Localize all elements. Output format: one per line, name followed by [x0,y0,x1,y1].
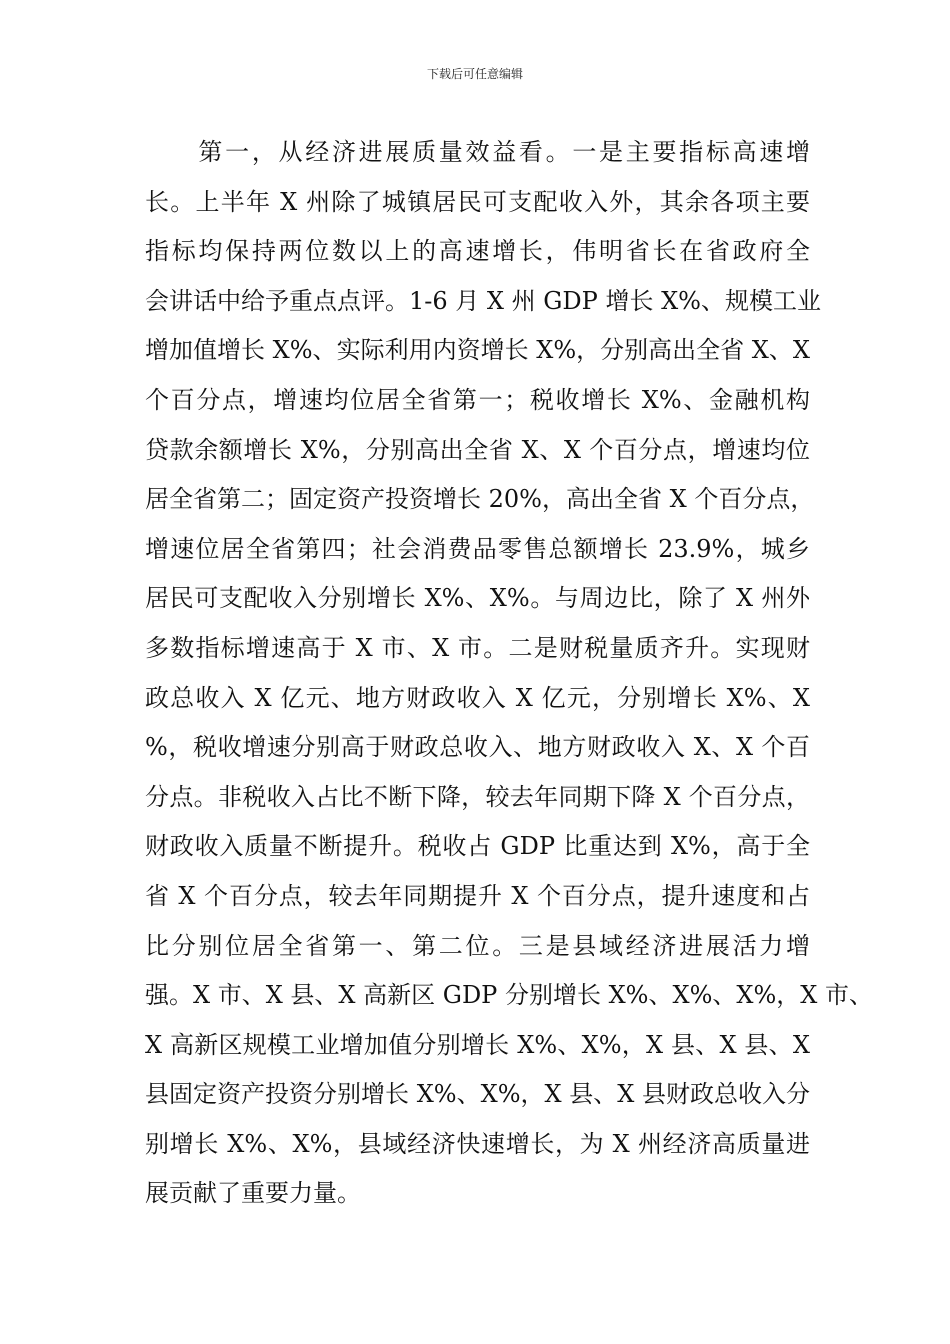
text-line: 比分别位居全省第一、第二位。三是县域经济进展活力增 [145,931,810,960]
text-line: 多数指标增速高于 X 市、X 市。二是财税量质齐升。实现财 [145,633,810,662]
text-line: 省 X 个百分点，较去年同期提升 X 个百分点，提升速度和占 [145,881,810,910]
text-line: 指标均保持两位数以上的高速增长，伟明省长在省政府全 [145,237,810,266]
text-line: 展贡献了重要力量。 [145,1179,361,1208]
text-line: 别增长 X%、X%，县域经济快速增长，为 X 州经济高质量进 [145,1129,810,1158]
text-line: 长。上半年 X 州除了城镇居民可支配收入外，其余各项主要 [145,187,810,216]
header-note: 下载后可任意编辑 [426,67,523,81]
text-line: 会讲话中给予重点点评。1-6 月 X 州 GDP 增长 X%、规模工业 [145,286,821,315]
text-line: 财政收入质量不断提升。税收占 GDP 比重达到 X%，高于全 [145,832,810,861]
text-line: 政总收入 X 亿元、地方财政收入 X 亿元，分别增长 X%、X [145,683,810,712]
text-line: 增速位居全省第四；社会消费品零售总额增长 23.9%，城乡 [145,534,810,563]
text-line: %，税收增速分别高于财政总收入、地方财政收入 X、X 个百 [145,733,810,762]
text-line: 居民可支配收入分别增长 X%、X%。与周边比，除了 X 州外 [145,584,810,613]
body-paragraph [145,128,873,1219]
text-line: 个百分点，增速均位居全省第一；税收增长 X%、金融机构 [145,385,810,414]
text-line: 第一，从经济进展质量效益看。一是主要指标高速增 [145,138,810,166]
text-line: 贷款余额增长 X%，分别高出全省 X、X 个百分点，增速均位 [145,435,810,464]
text-line: 增加值增长 X%、实际利用内资增长 X%，分别高出全省 X、X [145,336,810,365]
text-line: X 高新区规模工业增加值分别增长 X%、X%，X 县、X 县、X [145,1030,810,1059]
text-line: 强。X 市、X 县、X 高新区 GDP 分别增长 X%、X%、X%，X 市、 [145,981,873,1010]
text-line: 县固定资产投资分别增长 X%、X%，X 县、X 县财政总收入分 [145,1080,810,1109]
text-line: 分点。非税收入占比不断下降，较去年同期下降 X 个百分点， [145,782,810,811]
text-line: 居全省第二；固定资产投资增长 20%，高出全省 X 个百分点， [145,485,815,514]
